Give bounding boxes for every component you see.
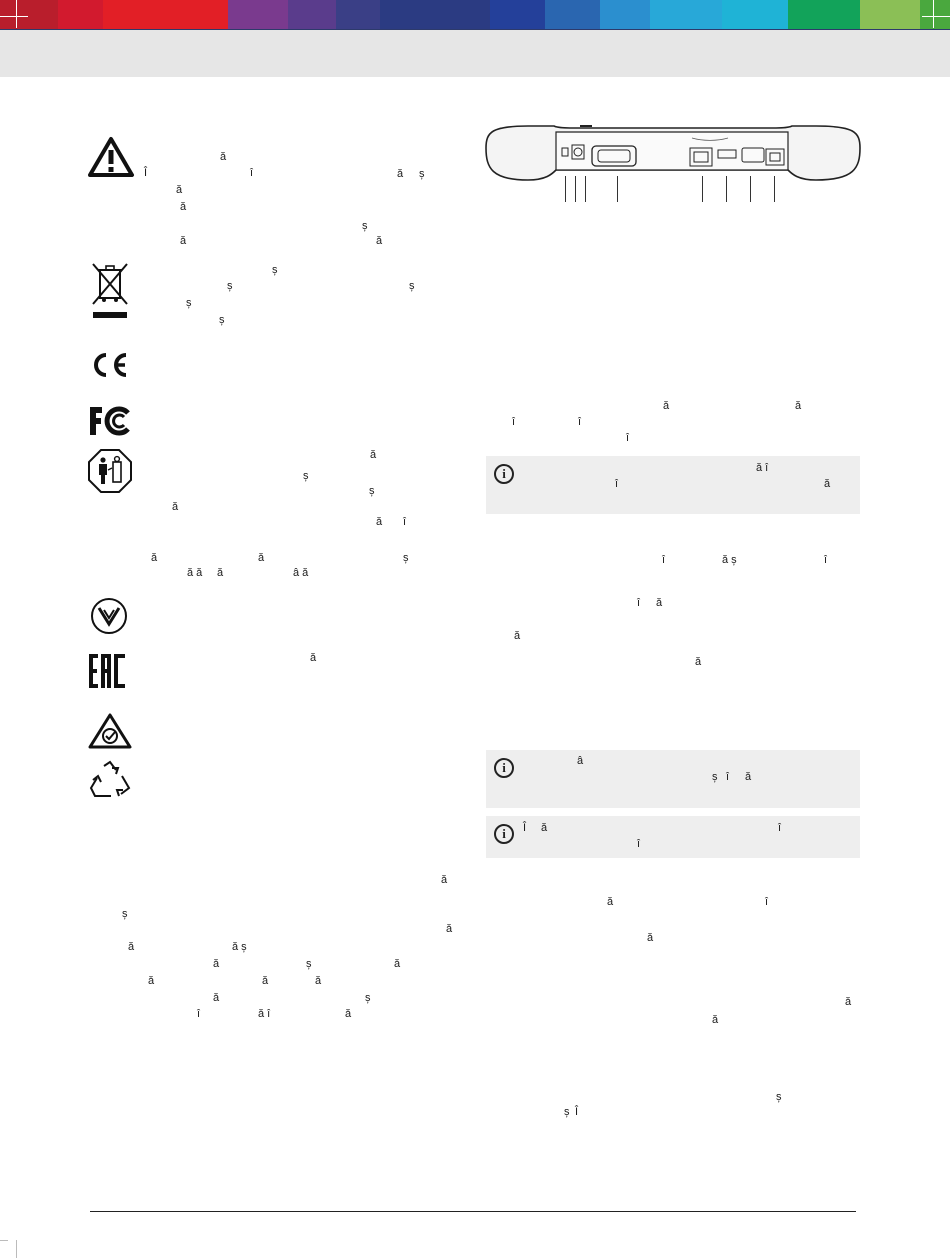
text-glyph: î xyxy=(637,597,641,609)
text-glyph: ă xyxy=(745,771,752,783)
text-glyph: ă ș xyxy=(232,941,247,953)
text-glyph: â xyxy=(577,755,584,767)
band-segment xyxy=(0,0,58,30)
band-segment xyxy=(103,0,228,30)
text-glyph: ă xyxy=(607,896,614,908)
text-glyph: ș xyxy=(303,470,309,482)
text-glyph: ă xyxy=(376,516,383,528)
text-glyph: ă xyxy=(541,822,548,834)
text-glyph: ă î xyxy=(756,462,769,474)
text-glyph: ă xyxy=(795,400,802,412)
crop-mark xyxy=(16,1240,17,1258)
text-glyph: î xyxy=(824,554,828,566)
eac-mark-icon xyxy=(87,652,131,690)
rcm-mark-icon xyxy=(88,713,132,749)
text-glyph: ă xyxy=(262,975,269,987)
info-icon: i xyxy=(494,464,514,484)
band-segment xyxy=(860,0,920,30)
text-glyph: ă xyxy=(376,235,383,247)
text-glyph: î xyxy=(615,478,619,490)
text-glyph: â ă xyxy=(293,567,309,579)
band-segment xyxy=(650,0,722,30)
crop-mark xyxy=(16,0,17,28)
ukraine-mark-icon xyxy=(89,596,129,636)
callout-line-6 xyxy=(726,176,727,202)
band-segment xyxy=(920,0,950,30)
text-glyph: ă xyxy=(514,630,521,642)
callout-line-1 xyxy=(565,176,566,202)
callout-line-3 xyxy=(585,176,586,202)
band-segment xyxy=(788,0,860,30)
text-glyph: ă ă xyxy=(187,567,203,579)
crop-mark xyxy=(0,16,28,17)
band-segment xyxy=(228,0,288,30)
crop-mark xyxy=(922,16,950,17)
text-glyph: ă xyxy=(176,184,183,196)
footer-rule xyxy=(90,1211,856,1212)
band-segment xyxy=(490,0,545,30)
recycle-icon xyxy=(89,760,131,800)
text-glyph: î xyxy=(765,896,769,908)
band-segment xyxy=(288,0,336,30)
ce-mark-icon xyxy=(89,351,131,379)
text-glyph: ș xyxy=(365,992,371,1004)
device-side-view-image xyxy=(484,120,864,210)
text-glyph: ă xyxy=(172,501,179,513)
text-glyph: ș xyxy=(419,168,425,180)
text-glyph: ă xyxy=(845,996,852,1008)
text-glyph: ș xyxy=(564,1106,570,1118)
text-glyph: ș xyxy=(272,264,278,276)
band-segment xyxy=(545,0,600,30)
text-glyph: ă xyxy=(397,168,404,180)
text-glyph: ă xyxy=(370,449,377,461)
band-segment xyxy=(722,0,788,30)
waste-separation-icon xyxy=(87,448,133,494)
text-glyph: Î xyxy=(575,1106,579,1118)
text-glyph: ă xyxy=(220,151,227,163)
text-glyph: ă xyxy=(213,992,220,1004)
text-glyph: î xyxy=(578,416,582,428)
text-glyph: ă xyxy=(310,652,317,664)
text-glyph: Î xyxy=(144,167,148,179)
text-glyph: ș xyxy=(306,958,312,970)
warning-triangle-icon xyxy=(87,136,135,178)
text-glyph: ș xyxy=(122,908,128,920)
text-glyph: ă xyxy=(180,201,187,213)
text-glyph: î xyxy=(726,771,730,783)
text-glyph: ș xyxy=(186,297,192,309)
text-glyph: î xyxy=(778,822,782,834)
text-glyph: ă î xyxy=(258,1008,271,1020)
text-glyph: ă xyxy=(345,1008,352,1020)
text-glyph: ă xyxy=(446,923,453,935)
text-glyph: ș xyxy=(776,1091,782,1103)
text-glyph: ș xyxy=(362,220,368,232)
callout-line-7 xyxy=(750,176,751,202)
text-glyph: î xyxy=(637,838,641,850)
text-glyph: ă xyxy=(647,932,654,944)
text-glyph: ș xyxy=(369,485,375,497)
text-glyph: î xyxy=(250,167,254,179)
text-glyph: ă xyxy=(663,400,670,412)
crop-mark xyxy=(0,1240,8,1241)
text-glyph: ă xyxy=(151,552,158,564)
text-glyph: ă xyxy=(824,478,831,490)
text-glyph: î xyxy=(662,554,666,566)
callout-line-4 xyxy=(617,176,618,202)
header-grey-bar xyxy=(0,30,950,77)
info-icon: i xyxy=(494,758,514,778)
text-glyph: ș xyxy=(403,552,409,564)
text-glyph: ă xyxy=(148,975,155,987)
text-glyph: ă xyxy=(695,656,702,668)
text-glyph: ă xyxy=(258,552,265,564)
text-glyph: î xyxy=(403,516,407,528)
text-glyph: ă xyxy=(712,1014,719,1026)
callout-line-8 xyxy=(774,176,775,202)
text-glyph: ă xyxy=(315,975,322,987)
text-glyph: ă xyxy=(128,941,135,953)
info-note-box-1 xyxy=(486,456,860,514)
callout-line-2 xyxy=(575,176,576,202)
text-glyph: ă xyxy=(213,958,220,970)
band-segment xyxy=(58,0,103,30)
fcc-logo-icon xyxy=(88,405,132,437)
callout-line-5 xyxy=(702,176,703,202)
text-glyph: ă xyxy=(394,958,401,970)
text-glyph: î xyxy=(512,416,516,428)
text-glyph: ș xyxy=(219,314,225,326)
text-glyph: î xyxy=(626,432,630,444)
text-glyph: Î xyxy=(523,822,527,834)
text-glyph: î xyxy=(197,1008,201,1020)
text-glyph: ș xyxy=(712,771,718,783)
text-glyph: ă ș xyxy=(722,554,737,566)
band-segment xyxy=(380,0,490,30)
header-color-band xyxy=(0,0,950,30)
text-glyph: ă xyxy=(441,874,448,886)
text-glyph: ă xyxy=(217,567,224,579)
text-glyph: ă xyxy=(180,235,187,247)
crop-mark xyxy=(933,0,934,28)
band-segment xyxy=(336,0,380,30)
weee-crossed-bin-icon xyxy=(89,262,131,320)
info-note-box-2 xyxy=(486,750,860,808)
band-segment xyxy=(600,0,650,30)
text-glyph: ă xyxy=(656,597,663,609)
info-icon: i xyxy=(494,824,514,844)
text-glyph: ș xyxy=(227,280,233,292)
text-glyph: ș xyxy=(409,280,415,292)
